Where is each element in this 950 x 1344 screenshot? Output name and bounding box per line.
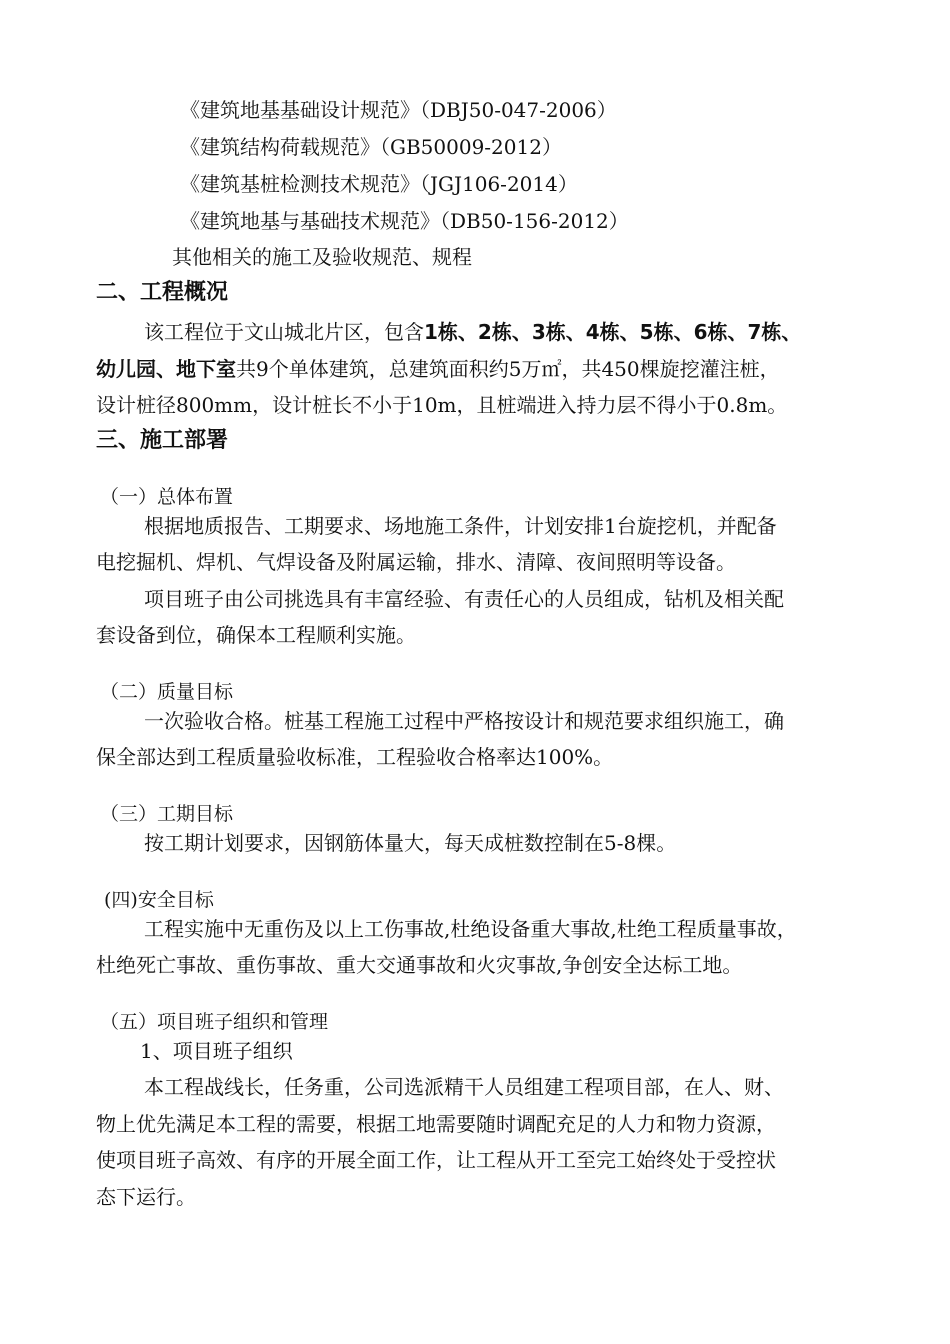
subsection-title: （三）工期目标: [100, 803, 234, 825]
paragraph-line: [96, 355, 780, 383]
building-list-bold: 幼儿园、地下室: [96, 357, 236, 381]
paragraph-line: 套设备到位，确保本工程顺利实施。: [96, 623, 416, 647]
paragraph-line: 按工期计划要求，因钢筋体量大，每天成桩数控制在5-8棵。: [144, 831, 677, 855]
standard-item: 《建筑地基与基础技术规范》（DB50-156-2012）: [180, 209, 629, 233]
subsection-title: (四)安全目标: [104, 889, 214, 911]
section-heading: 二、工程概况: [96, 280, 229, 305]
paragraph-line: 电挖掘机、焊机、气焊设备及附属运输，排水、清障、夜间照明等设备。: [96, 550, 736, 574]
paragraph-line: 工程实施中无重伤及以上工伤事故,杜绝设备重大事故,杜绝工程质量事故，: [144, 917, 797, 941]
paragraph-line: 项目班子由公司挑选具有丰富经验、有责任心的人员组成，钻机及相关配: [144, 587, 784, 611]
paragraph-line: 设计桩径800mm，设计桩长不小于10m，且桩端进入持力层不得小于0.8m。: [96, 393, 788, 417]
subsection-title: （五）项目班子组织和管理: [100, 1011, 329, 1033]
paragraph-line: [144, 318, 801, 346]
standard-other: 其他相关的施工及验收规范、规程: [172, 245, 472, 269]
paragraph-line: 杜绝死亡事故、重伤事故、重大交通事故和火灾事故,争创安全达标工地。: [96, 953, 743, 977]
paragraph-line: 使项目班子高效、有序的开展全面工作，让工程从开工至完工始终处于受控状: [96, 1148, 776, 1172]
standard-item: 《建筑地基基础设计规范》（DBJ50-047-2006）: [180, 98, 617, 122]
building-list-bold: 1栋、2栋、3栋、4栋、5栋、6栋、7栋、: [424, 320, 802, 344]
list-item-title: 1、项目班子组织: [140, 1039, 293, 1063]
subsection-title: （二）质量目标: [100, 681, 234, 703]
paragraph-line: 一次验收合格。桩基工程施工过程中严格按设计和规范要求组织施工，确: [144, 709, 784, 733]
paragraph-line: 物上优先满足本工程的需要，根据工地需要随时调配充足的人力和物力资源，: [96, 1112, 776, 1136]
paragraph-text: 共9个单体建筑，总建筑面积约5万㎡，共450棵旋挖灌注桩，: [236, 357, 780, 381]
paragraph-line: 本工程战线长，任务重，公司选派精干人员组建工程项目部，在人、财、: [144, 1075, 784, 1099]
section-heading: 三、施工部署: [96, 428, 229, 453]
subsection-title: （一）总体布置: [100, 486, 234, 508]
paragraph-line: 根据地质报告、工期要求、场地施工条件，计划安排1台旋挖机，并配备: [144, 514, 777, 538]
standard-item: 《建筑结构荷载规范》（GB50009-2012）: [180, 135, 562, 159]
paragraph-line: 态下运行。: [96, 1185, 196, 1209]
standard-item: 《建筑基桩检测技术规范》（JGJ106-2014）: [180, 172, 578, 196]
paragraph-line: 保全部达到工程质量验收标准，工程验收合格率达100%。: [96, 745, 614, 769]
paragraph-text: 该工程位于文山城北片区，包含: [144, 320, 424, 344]
